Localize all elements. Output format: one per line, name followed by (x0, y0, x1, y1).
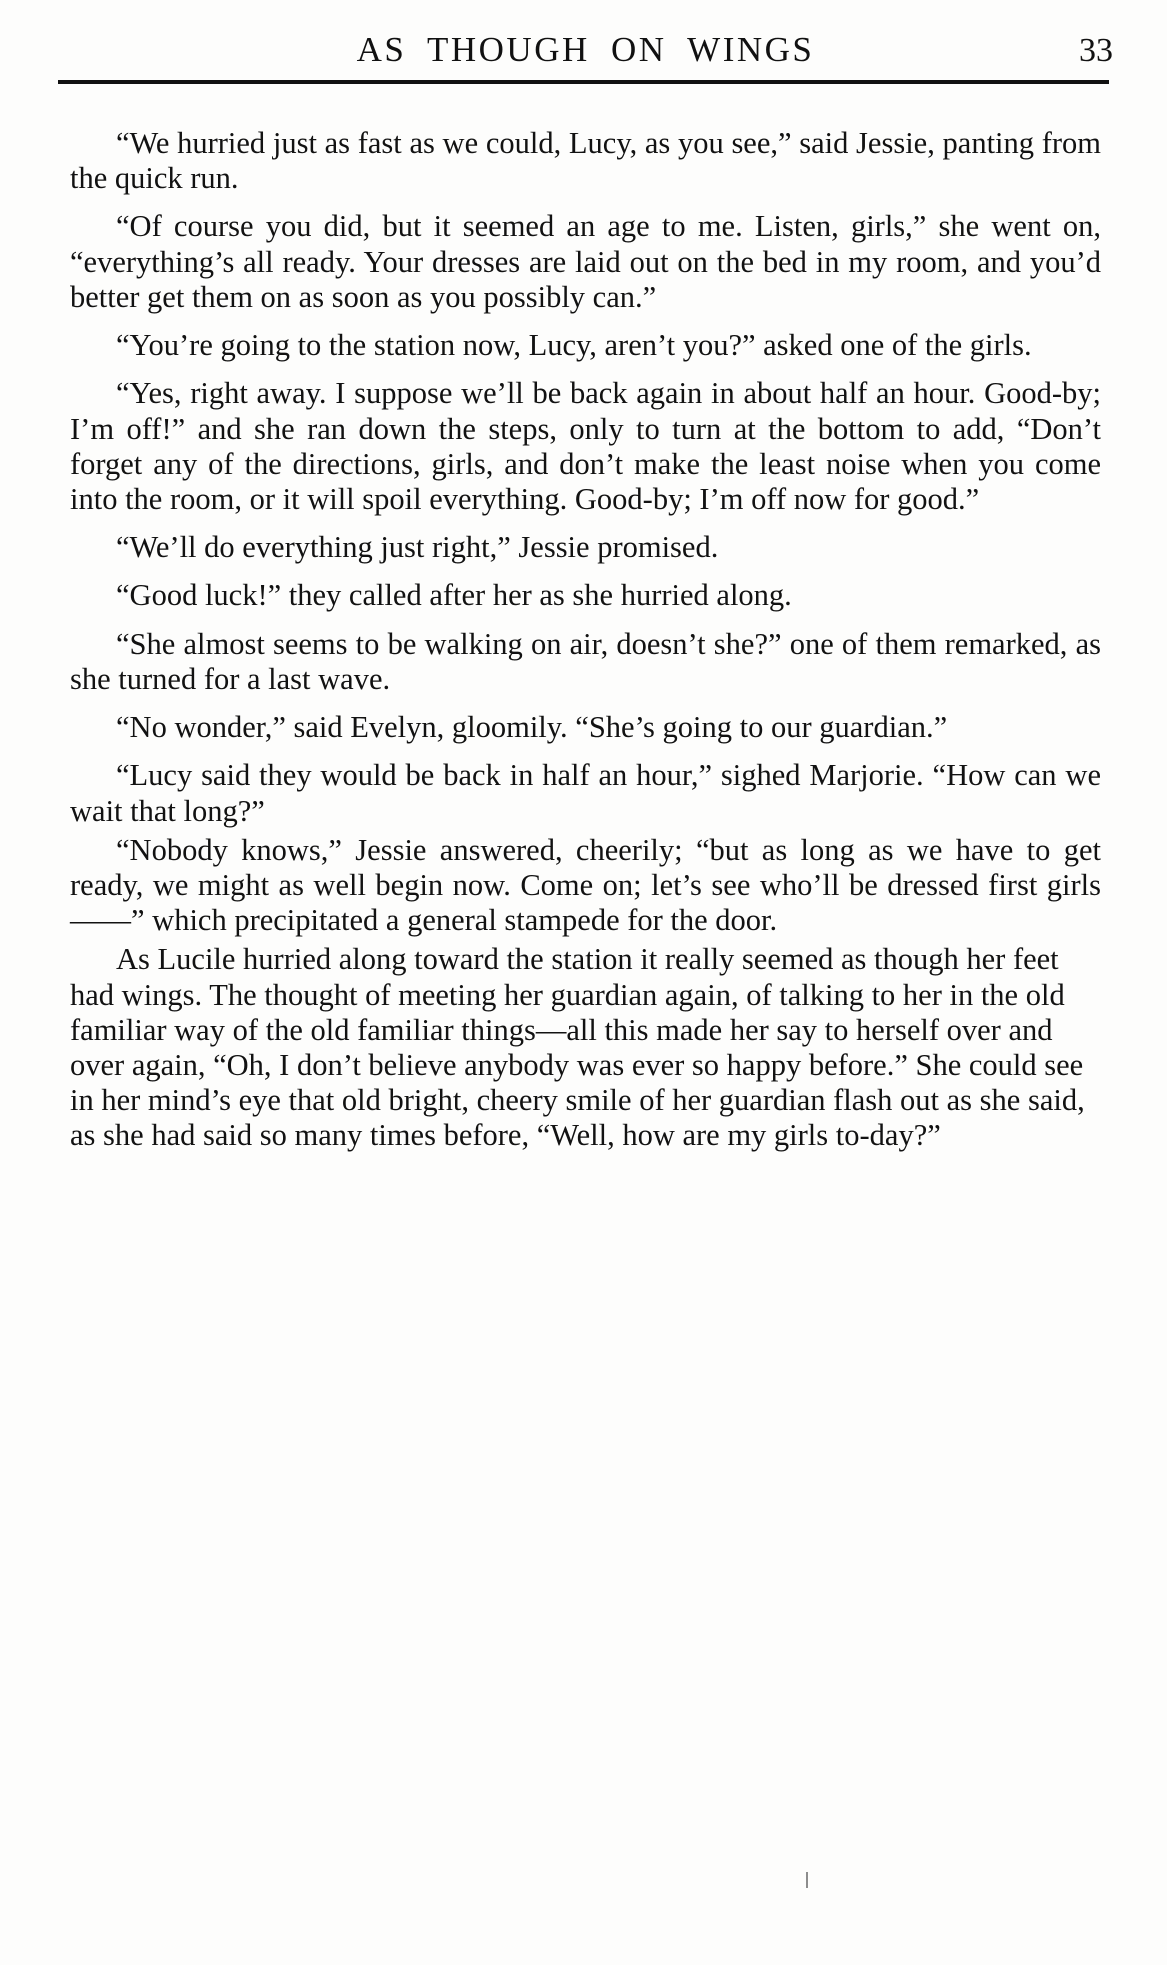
paragraph: “We’ll do everything just right,” Jessie promised. (116, 530, 719, 565)
page-number: 33 (1079, 32, 1113, 69)
paragraph: “We hurried just as fast as we could, Lucy, as you see,” said Jessie, panting from the quick run. (70, 126, 1101, 196)
paragraph: “She almost seems to be walking on air, doesn’t she?” one of them remarked, as she turned for a last wave. (70, 626, 1101, 696)
paragraph: As Lucile hurried along toward the station it really seemed as though her feet had wings. The thought of meeting her guardian again, of talking to her in the old familiar way of the old familiar things—all this made her say to herself over and over again, “Oh, I don’t believe anybody was ever so happy before.” She could see in her mind’s eye that old bright, cheery smile of her guardian flash out as she said, as she had said so many times before, “Well, how are my girls to-day?” (70, 942, 1085, 1153)
page-tick-mark (806, 1872, 808, 1888)
paragraph: “Good luck!” they called after her as she hurried along. (116, 578, 792, 613)
body-text (48, 126, 1123, 1154)
paragraph: “Yes, right away. I suppose we’ll be back again in about half an hour. Good-by; I’m off!” and she ran down the steps, only to turn at the bottom to add, “Don’t forget any of the directions, girls, and don’t make the least noise when you come into the room, or it will spoil everything. Good-by; I’m off now for good.” (70, 376, 1101, 516)
paragraph: “Of course you did, but it seemed an age to me. Listen, girls,” she went on, “everything’s all ready. Your dresses are laid out on the bed in my room, and you’d better get them on as soon as you possibly can.” (70, 209, 1101, 314)
paragraph: “Lucy said they would be back in half an hour,” sighed Marjorie. “How can we wait that long?” (70, 758, 1101, 828)
page-header (48, 30, 1123, 70)
running-title: AS THOUGH ON WINGS (356, 30, 815, 69)
header-rule (58, 80, 1109, 84)
page-content (48, 30, 1123, 1158)
paragraph: “Nobody knows,” Jessie answered, cheerily; “but as long as we have to get ready, we might as well begin now. Come on; let’s see who’ll be dressed first girls——” which precipitated a general stampede for the door. (70, 832, 1101, 938)
paragraph: “You’re going to the station now, Lucy, aren’t you?” asked one of the girls. (116, 328, 1032, 363)
paragraph: “No wonder,” said Evelyn, gloomily. “She’s going to our guardian.” (116, 710, 948, 745)
